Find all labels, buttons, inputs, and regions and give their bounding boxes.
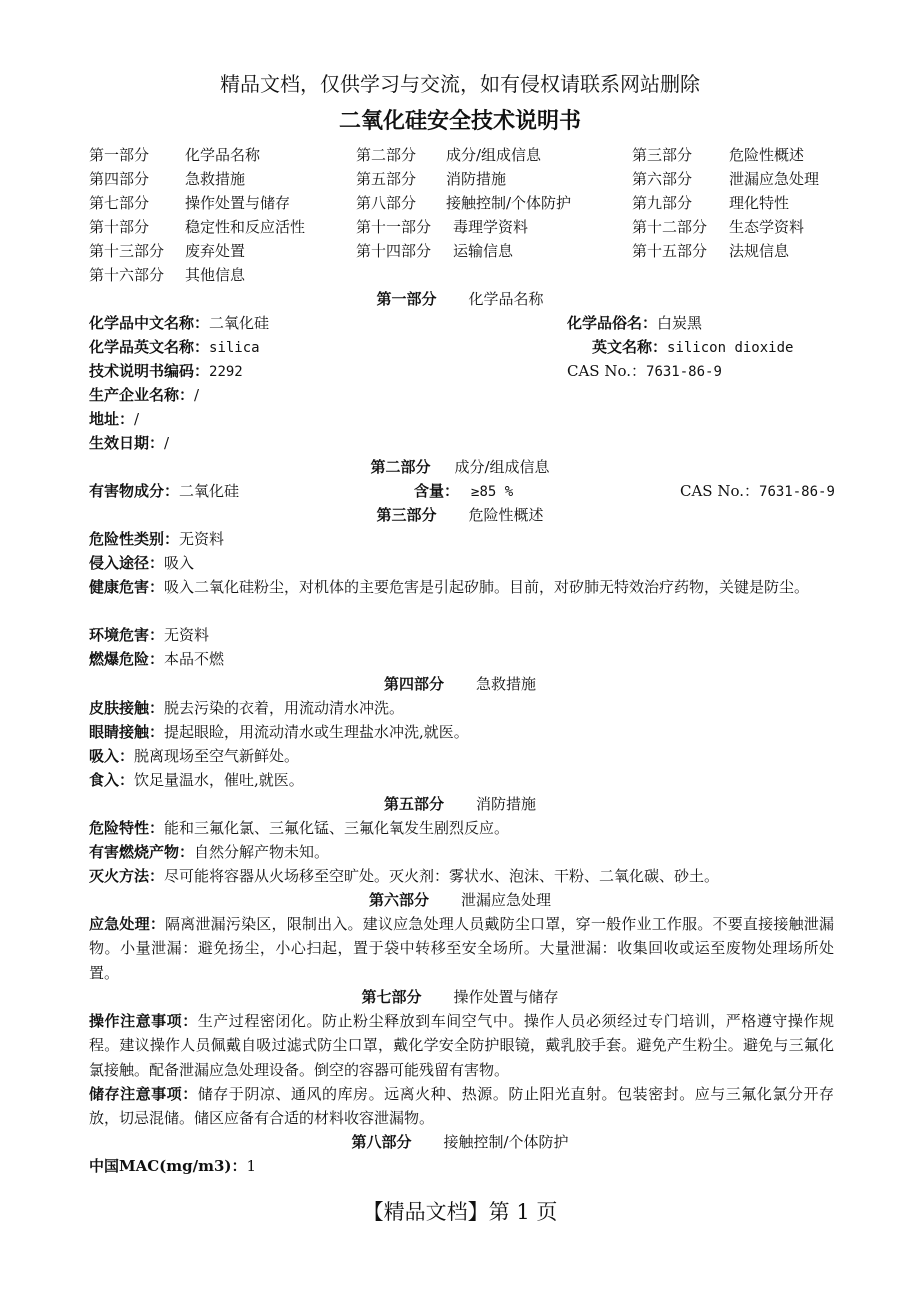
field-value: 脱去污染的衣着，用流动清水冲洗。	[164, 699, 405, 717]
paragraph	[89, 1009, 834, 1082]
field-row	[0, 551, 920, 575]
field-value: 二氧化硅	[179, 482, 240, 500]
field-label: 化学品英文名称：	[89, 338, 210, 356]
section-heading	[0, 792, 920, 816]
field-row	[0, 479, 920, 503]
field-row	[0, 840, 920, 864]
field-label: 环境危害：	[89, 626, 165, 644]
toc-name: 废弃处置	[185, 242, 246, 260]
toc-row	[0, 263, 920, 287]
field-row	[0, 311, 920, 335]
field-value: 吸入二氧化硅粉尘，对机体的主要危害是引起矽肺。目前，对矽肺无特效治疗药物，关键是防尘。	[164, 578, 810, 596]
field-label: 中国MAC(mg/m3)：	[89, 1157, 247, 1175]
section-name: 操作处置与储存	[453, 988, 559, 1006]
toc-num: 第十二部分	[632, 218, 708, 236]
field-row	[0, 744, 920, 768]
paragraph	[89, 1082, 834, 1131]
field-label: 生效日期：	[89, 434, 165, 452]
field-row	[0, 383, 920, 407]
section-number: 第三部分	[376, 506, 437, 524]
field-label: 皮肤接触：	[89, 699, 165, 717]
field-value: 吸入	[164, 554, 195, 572]
section-heading	[0, 672, 920, 696]
toc-num: 第三部分	[632, 146, 693, 164]
toc-num: 第八部分	[356, 194, 417, 212]
field-row	[0, 335, 920, 359]
field-row	[0, 647, 920, 671]
toc-num: 第一部分	[89, 146, 150, 164]
toc-num: 第七部分	[89, 194, 150, 212]
section-name: 泄漏应急处理	[461, 891, 552, 909]
toc-num: 第四部分	[89, 170, 150, 188]
toc-name: 其他信息	[185, 266, 246, 284]
field-row	[0, 816, 920, 840]
page-footer: 【精品文档】第 1 页	[362, 1200, 558, 1224]
field-value: 饮足量温水，催吐,就医。	[134, 771, 304, 789]
toc-name: 毒理学资料	[453, 218, 529, 236]
toc-row	[0, 239, 920, 263]
toc-name: 消防措施	[446, 170, 507, 188]
field-label: 健康危害：	[89, 578, 165, 596]
toc-num: 第二部分	[356, 146, 417, 164]
field-label: 吸入：	[89, 747, 135, 765]
field-value: 能和三氟化氯、三氟化锰、三氟化氧发生剧烈反应。	[164, 819, 510, 837]
toc-row	[0, 167, 920, 191]
toc-num: 第十六部分	[89, 266, 165, 284]
section-number: 第七部分	[361, 988, 422, 1006]
field-value: 自然分解产物未知。	[194, 843, 330, 861]
field-label: 技术说明书编码：	[89, 362, 210, 380]
field-value: silicon dioxide	[667, 340, 794, 356]
field-value: 二氧化硅	[209, 314, 270, 332]
field-label: 储存注意事项：	[89, 1085, 198, 1103]
field-label: 侵入途径：	[89, 554, 165, 572]
field-value: 储存于阴凉、通风的库房。远离火种、热源。防止阳光直射。包装密封。应与三氟化氯分开存放，切忌混储。储区应备有合适的材料收容泄漏物。	[89, 1085, 834, 1128]
field-label: 化学品中文名称：	[89, 314, 210, 332]
toc-row	[0, 215, 920, 239]
field-row	[0, 696, 920, 720]
section-number: 第五部分	[383, 795, 444, 813]
page-header: 精品文档，仅供学习与交流，如有侵权请联系网站删除	[220, 72, 700, 96]
field-value: 隔离泄漏污染区，限制出入。建议应急处理人员戴防尘口罩，穿一般作业工作服。不要直接接触泄漏物。小量泄漏：避免扬尘，小心扫起，置于袋中转移至安全场所。大量泄漏：收集回收或运至废物处理场所处置。	[89, 915, 834, 982]
toc-name: 稳定性和反应活性	[185, 218, 306, 236]
field-row	[0, 359, 920, 383]
toc-name: 泄漏应急处理	[729, 170, 820, 188]
field-value: 2292	[209, 364, 243, 380]
field-row	[0, 623, 920, 647]
paragraph	[89, 575, 834, 599]
section-name: 接触控制/个体防护	[443, 1133, 569, 1151]
field-value: /	[134, 410, 140, 428]
field-value: 无资料	[164, 626, 210, 644]
toc-name: 成分/组成信息	[446, 146, 542, 164]
section-heading	[0, 503, 920, 527]
toc-name: 理化特性	[729, 194, 790, 212]
paragraph	[89, 912, 834, 985]
section-heading	[0, 287, 920, 311]
toc-name: 生态学资料	[729, 218, 805, 236]
field-label: 灭火方法：	[89, 867, 165, 885]
field-value: /	[194, 386, 200, 404]
section-heading	[0, 455, 920, 479]
field-label: 英文名称：	[592, 338, 668, 356]
toc-name: 运输信息	[453, 242, 514, 260]
section-name: 成分/组成信息	[454, 458, 550, 476]
toc-num: 第十五部分	[632, 242, 708, 260]
toc-num: 第十四部分	[356, 242, 432, 260]
toc-name: 危险性概述	[729, 146, 805, 164]
field-row	[0, 720, 920, 744]
field-label: 应急处理：	[89, 915, 166, 933]
field-value: 7631-86-9	[646, 364, 722, 380]
field-row	[0, 431, 920, 455]
section-name: 消防措施	[476, 795, 537, 813]
field-label: 含量：	[414, 482, 460, 500]
field-value: 尽可能将容器从火场移至空旷处。灭火剂：雾状水、泡沫、干粉、二氧化碳、砂土。	[164, 867, 720, 885]
field-value: silica	[209, 340, 260, 356]
section-heading	[0, 1130, 920, 1154]
field-label: 操作注意事项：	[89, 1012, 198, 1030]
field-value: ≥85 %	[471, 484, 514, 500]
field-row	[0, 864, 920, 888]
field-label: 生产企业名称：	[89, 386, 195, 404]
toc-num: 第五部分	[356, 170, 417, 188]
field-row	[0, 527, 920, 551]
section-name: 化学品名称	[468, 290, 544, 308]
field-label: 危险性类别：	[89, 530, 180, 548]
field-row	[0, 407, 920, 431]
field-label: 地址：	[89, 410, 135, 428]
toc-num: 第十一部分	[356, 218, 432, 236]
toc-num: 第十三部分	[89, 242, 165, 260]
field-value: 1	[246, 1157, 257, 1175]
section-number: 第八部分	[351, 1133, 412, 1151]
toc-num: 第六部分	[632, 170, 693, 188]
field-label: 燃爆危险：	[89, 650, 165, 668]
field-value: 脱离现场至空气新鲜处。	[134, 747, 300, 765]
field-label: 有害燃烧产物：	[89, 843, 195, 861]
section-heading	[0, 985, 920, 1009]
toc-row	[0, 143, 920, 167]
field-label: 危险特性：	[89, 819, 165, 837]
toc-num: 第十部分	[89, 218, 150, 236]
field-label: 化学品俗名：	[567, 314, 658, 332]
field-value: 本品不燃	[164, 650, 225, 668]
document-title: 二氧化硅安全技术说明书	[338, 108, 581, 134]
field-row	[0, 768, 920, 792]
field-label: CAS No.：	[567, 362, 647, 380]
section-number: 第一部分	[376, 290, 437, 308]
field-value: 生产过程密闭化。防止粉尘释放到车间空气中。操作人员必须经过专门培训，严格遵守操作规程。建议操作人员佩戴自吸过滤式防尘口罩，戴化学安全防护眼镜，戴乳胶手套。避免产生粉尘。避免与三氟化氯接触。配备泄漏应急处理设备。倒空的容器可能残留有害物。	[89, 1012, 834, 1079]
toc-row	[0, 191, 920, 215]
field-value: 白炭黑	[657, 314, 703, 332]
field-value: 提起眼睑，用流动清水或生理盐水冲洗,就医。	[164, 723, 469, 741]
field-label: 食入：	[89, 771, 135, 789]
field-label: 眼睛接触：	[89, 723, 165, 741]
field-value: /	[164, 434, 170, 452]
section-number: 第六部分	[368, 891, 429, 909]
toc-name: 法规信息	[729, 242, 790, 260]
section-number: 第四部分	[383, 675, 444, 693]
toc-num: 第九部分	[632, 194, 693, 212]
toc-name: 化学品名称	[185, 146, 261, 164]
field-row	[0, 1154, 920, 1178]
toc-name: 接触控制/个体防护	[446, 194, 572, 212]
field-label: CAS No.：	[680, 482, 760, 500]
toc-name: 急救措施	[185, 170, 246, 188]
section-name: 危险性概述	[468, 506, 544, 524]
field-value: 无资料	[179, 530, 225, 548]
section-heading	[0, 888, 920, 912]
field-label: 有害物成分：	[89, 482, 180, 500]
section-number: 第二部分	[370, 458, 431, 476]
toc-name: 操作处置与储存	[185, 194, 291, 212]
field-value: 7631-86-9	[759, 484, 835, 500]
section-name: 急救措施	[476, 675, 537, 693]
